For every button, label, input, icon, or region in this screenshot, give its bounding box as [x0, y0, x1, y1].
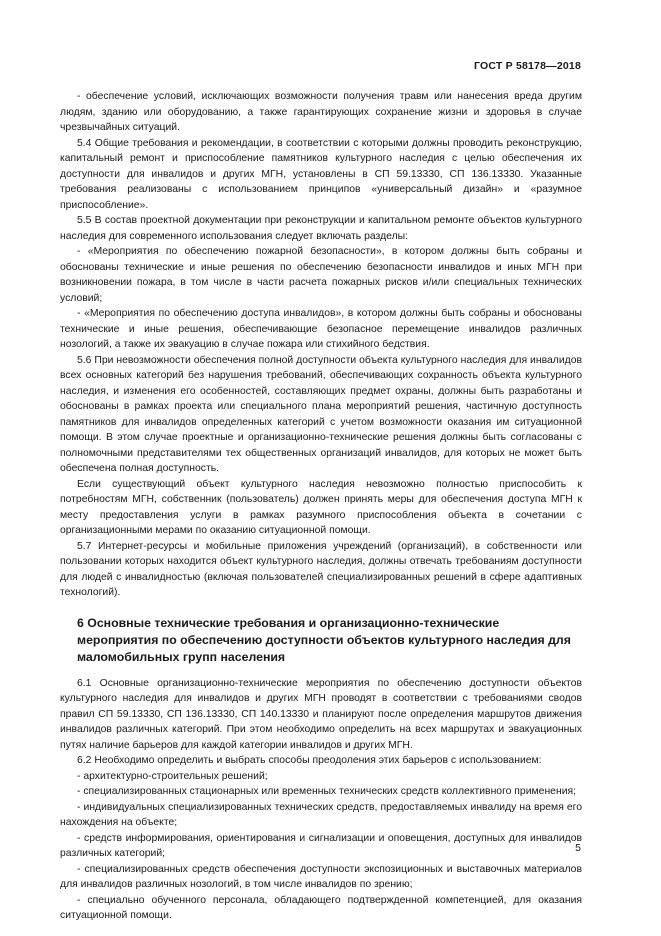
- paragraph: Если существующий объект культурного наследия невозможно полностью приспособить к потребностям МГН, собственник (пользователь) должен принять меры для обеспечения доступа МГН к месту предоставления услуги в рамках разумного приспособления объекта в сочетании с организационными мерами по оказанию ситуационной помощи.: [60, 478, 582, 536]
- paragraph: 5.5 В состав проектной документации при реконструкции и капитальном ремонте объектов культурного наследия для современного использования следует включать разделы:: [60, 215, 582, 242]
- document-header: ГОСТ Р 58178—2018: [473, 60, 581, 72]
- list-item: - специализированных стационарных или временных технических средств коллективного применения;: [77, 786, 577, 797]
- list-item: - специализированных средств обеспечения доступности экспозиционных и выставочных материалов для инвалидов различных нозологий, в том числе инвалидов по зрению;: [60, 863, 582, 890]
- paragraph: - «Мероприятия по обеспечению доступа инвалидов», в котором должны быть собраны и обоснованы технические и иные решения, обеспечивающие безопасное перемещение инвалидов различных нозологий, а также их эвакуацию в случае пожара или стихийного бедствия.: [60, 308, 582, 350]
- paragraph: 5.6 При невозможности обеспечения полной доступности объекта культурного наследия для инвалидов всех основных категорий без нарушения требований, обеспечивающих сохранность объекта культурного наследия, и изменения его особенностей, составляющих предмет охраны, должны быть разработаны и обоснованы в рамках проекта или специального плана мероприятий решения, частичную доступность памятников для инвалидов определенных категорий с учетом возможности оказания им ситуационной помощи. В этом случае проектные и организационно-технические решения должны быть согласованы с полномочными представителями тех общественных организаций инвалидов, для которых не может быть обеспечена полная доступность.: [60, 354, 582, 474]
- page-number: 5: [575, 842, 581, 854]
- list-item: - индивидуальных специализированных технических средств, предоставляемых инвалиду на время его нахождения на объекте;: [60, 801, 582, 828]
- list-item: - специально обученного персонала, обладающего подтвержденной компетенцией, для оказания ситуационной помощи.: [60, 894, 582, 921]
- paragraph: 5.4 Общие требования и рекомендации, в соответствии с которыми должны проводить реконструкцию, капитальный ремонт и приспособление памятников культурного наследия с целью обеспечения их доступности для инвалидов и других МГН, установлены в СП 59.13330, СП 136.13330. Указанные требования реализованы с использованием принципов «универсальный дизайн» и «разумное приспособление».: [60, 137, 582, 211]
- paragraph: - обеспечение условий, исключающих возможности получения травм или нанесения вреда другим людям, зданию или оборудованию, а также гарантирующих сохранение жизни и здоровья в случае чрезвычайных ситуаций.: [60, 91, 582, 133]
- paragraph: 6.2 Необходимо определить и выбрать способы преодоления этих барьеров с использованием:: [77, 755, 542, 766]
- section-gap: [60, 601, 582, 615]
- paragraph: - «Мероприятия по обеспечению пожарной безопасности», в котором должны быть собраны и обоснованы технические и иные решения по обеспечению безопасности инвалидов и иных МГН при возникновении пожара, в том числе в части расчета пожарных рисков и/или специальных технических условий;: [60, 246, 582, 304]
- list-item: - архитектурно-строительных решений;: [77, 770, 268, 782]
- section-heading: 6 Основные технические требования и организационно-технические мероприятия по обеспечению доступности объектов культурного наследия для маломобильных групп населения: [77, 615, 571, 664]
- document-body: [60, 89, 582, 924]
- list-item: - средств информирования, ориентирования и сигнализации и оповещения, доступных для инвалидов различных категорий;: [60, 832, 582, 859]
- paragraph: 6.1 Основные организационно-технические мероприятия по обеспечению доступности объектов культурного наследия для инвалидов и других МГН проводят в соответствии с требованиями сводов правил СП 59.13330, СП 136.13330, СП 140.13330 и планируют после определения маршрутов движения инвалидов различных категорий. При этом необходимо определить на всех маршрутах и эвакуационных путях наличие барьеров для каждой категории инвалидов и других МГН.: [60, 677, 582, 751]
- paragraph: 5.7 Интернет-ресурсы и мобильные приложения учреждений (организаций), в собственности или пользовании которых находится объект культурного наследия, должны отвечать требованиям доступности для людей с инвалидностью (включая пользователей специализированных решений в сфере адаптивных технологий).: [60, 540, 582, 598]
